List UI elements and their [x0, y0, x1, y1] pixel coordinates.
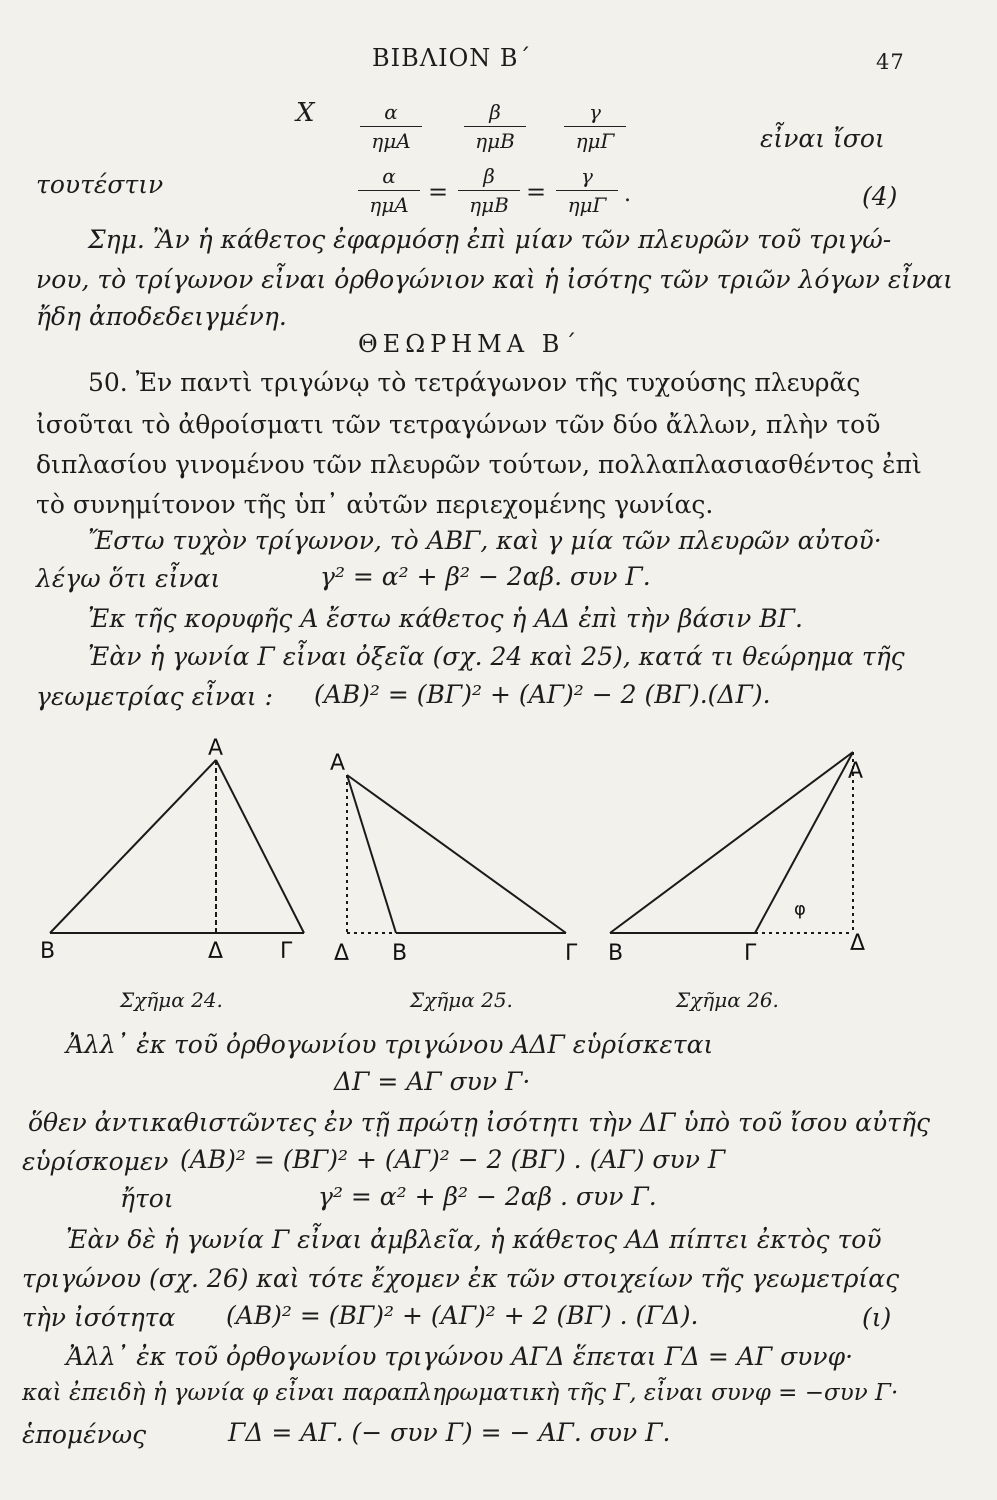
cont-line-3: ὅθεν ἀντικαθιστῶντες ἐν τῇ πρώτῃ ἰσότητι τὴν ΔΓ ὑπὸ τοῦ ἴσου αὐτῆς	[28, 1108, 930, 1137]
numerator: α	[358, 164, 420, 191]
cont-line-1: Ἀλλ᾽ ἐκ τοῦ ὀρθογωνίου τριγώνου ΑΔΓ εὑρίσκεται	[66, 1030, 714, 1059]
caption-fig-24: Σχῆμα 24.	[120, 988, 223, 1012]
label-A: Α	[208, 736, 224, 761]
label-G: Γ	[744, 941, 757, 966]
cont-line-8c: (ι)	[862, 1303, 892, 1332]
proof-line-4: Ἐὰν ἡ γωνία Γ εἶναι ὀξεῖα (σχ. 24 καὶ 25), κατά τι θεώρημα τῆς	[88, 642, 905, 671]
equals-sign: =	[428, 178, 449, 206]
equal-text: εἶναι ἴσοι	[760, 124, 885, 153]
label-G: Γ	[280, 939, 293, 964]
proof-line-1: Ἔστω τυχὸν τρίγωνον, τὸ ΑΒΓ, καὶ γ μία τῶν πλευρῶν αὐτοῦ·	[88, 526, 882, 555]
note-line-2: νου, τὸ τρίγωνον εἶναι ὀρθογώνιον καὶ ἡ ἰσότης τῶν τριῶν λόγων εἶναι	[36, 265, 953, 294]
running-header: ΒΙΒΛΙΟΝ Β΄	[372, 44, 532, 72]
theorem-line-2: ἰσοῦται τὸ ἀθροίσματι τῶν τετραγώνων τῶν δύο ἄλλων, πλὴν τοῦ	[36, 410, 881, 439]
label-D: Δ	[850, 931, 866, 956]
theorem-line-4: τὸ συνημίτονον τῆς ὑπ᾽ αὐτῶν περιεχομένης γωνίας.	[36, 490, 714, 519]
label-B: Β	[40, 939, 56, 964]
numerator: γ	[564, 100, 626, 127]
label-A: Α	[330, 751, 346, 776]
cont-line-5b: γ² = α² + β² − 2αβ . συν Γ.	[318, 1182, 657, 1211]
equals-sign: =	[526, 178, 547, 206]
cont-line-6: Ἐὰν δὲ ἡ γωνία Γ εἶναι ἀμβλεῖα, ἡ κάθετος ΑΔ πίπτει ἐκτὸς τοῦ	[66, 1225, 882, 1254]
cont-line-4a: εὑρίσκομεν	[22, 1147, 169, 1176]
theorem-line-1: 50. Ἐν παντὶ τριγώνῳ τὸ τετράγωνον τῆς τυχούσης πλευρᾶς	[88, 368, 861, 397]
note-line-3: ἤδη ἀποδεδειγμένη.	[36, 302, 287, 331]
caption-fig-25: Σχῆμα 25.	[410, 988, 513, 1012]
denominator: ημA	[371, 129, 411, 153]
label-B: Β	[608, 941, 624, 966]
denominator: ημΓ	[575, 129, 615, 153]
label-D: Δ	[334, 941, 350, 966]
numerator: α	[360, 100, 422, 127]
cont-line-11b: ΓΔ = ΑΓ. (− συν Γ) = − ΑΓ. συν Γ.	[228, 1418, 671, 1447]
proof-line-5a: γεωμετρίας εἶναι :	[36, 682, 274, 711]
note-line-1: Σημ. Ἂν ἡ κάθετος ἐφαρμόσῃ ἐπὶ μίαν τῶν πλευρῶν τοῦ τριγώ-	[88, 225, 892, 254]
label-D: Δ	[208, 939, 224, 964]
equation-number: (4)	[862, 182, 898, 211]
cont-line-2: ΔΓ = ΑΓ συν Γ·	[334, 1067, 531, 1096]
cont-line-5a: ἤτοι	[120, 1184, 174, 1213]
numerator: β	[458, 164, 520, 191]
numerator: β	[464, 100, 526, 127]
toutestin: τουτέστιν	[36, 170, 164, 199]
numerator: γ	[556, 164, 618, 191]
cont-line-11a: ἑπομένως	[22, 1420, 147, 1449]
margin-mark: Χ	[296, 98, 315, 128]
cont-line-8b: (ΑΒ)² = (ΒΓ)² + (ΑΓ)² + 2 (ΒΓ) . (ΓΔ).	[226, 1301, 699, 1330]
proof-line-5b: (ΑΒ)² = (ΒΓ)² + (ΑΓ)² − 2 (ΒΓ).(ΔΓ).	[314, 680, 771, 709]
denominator: ημB	[469, 193, 509, 217]
theorem-line-3: διπλασίου γινομένου τῶν πλευρῶν τούτων, πολλαπλασιασθέντος ἐπὶ	[36, 450, 922, 479]
page-number: 47	[876, 50, 905, 74]
proof-line-2b: γ² = α² + β² − 2αβ. συν Γ.	[320, 562, 651, 591]
label-A: Α	[848, 759, 864, 784]
proof-line-2a: λέγω ὅτι εἶναι	[36, 564, 221, 593]
cont-line-9: Ἀλλ᾽ ἐκ τοῦ ὀρθογωνίου τριγώνου ΑΓΔ ἕπεται ΓΔ = ΑΓ συνφ·	[66, 1342, 854, 1371]
denominator: ημA	[369, 193, 409, 217]
label-B: Β	[392, 941, 408, 966]
denominator: ημΓ	[567, 193, 607, 217]
cont-line-7: τριγώνου (σχ. 26) καὶ τότε ἔχομεν ἐκ τῶν στοιχείων τῆς γεωμετρίας	[22, 1264, 900, 1293]
proof-line-3: Ἐκ τῆς κορυφῆς Α ἔστω κάθετος ἡ ΑΔ ἐπὶ τὴν βάσιν ΒΓ.	[88, 604, 803, 633]
caption-fig-26: Σχῆμα 26.	[676, 988, 779, 1012]
cont-line-4b: (ΑΒ)² = (ΒΓ)² + (ΑΓ)² − 2 (ΒΓ) . (ΑΓ) συν Γ	[180, 1145, 726, 1174]
period: .	[624, 182, 631, 207]
label-G: Γ	[565, 941, 578, 966]
label-phi: φ	[794, 899, 806, 920]
side-AB	[610, 752, 853, 933]
theorem-title: ΘΕΩΡΗΜΑ Β΄	[358, 330, 582, 358]
cont-line-8a: τὴν ἰσότητα	[22, 1303, 176, 1332]
denominator: ημB	[475, 129, 515, 153]
cont-line-10: καὶ ἐπειδὴ ἡ γωνία φ εἶναι παραπληρωματικὴ τῆς Γ, εἶναι συνφ = −συν Γ·	[22, 1380, 899, 1406]
